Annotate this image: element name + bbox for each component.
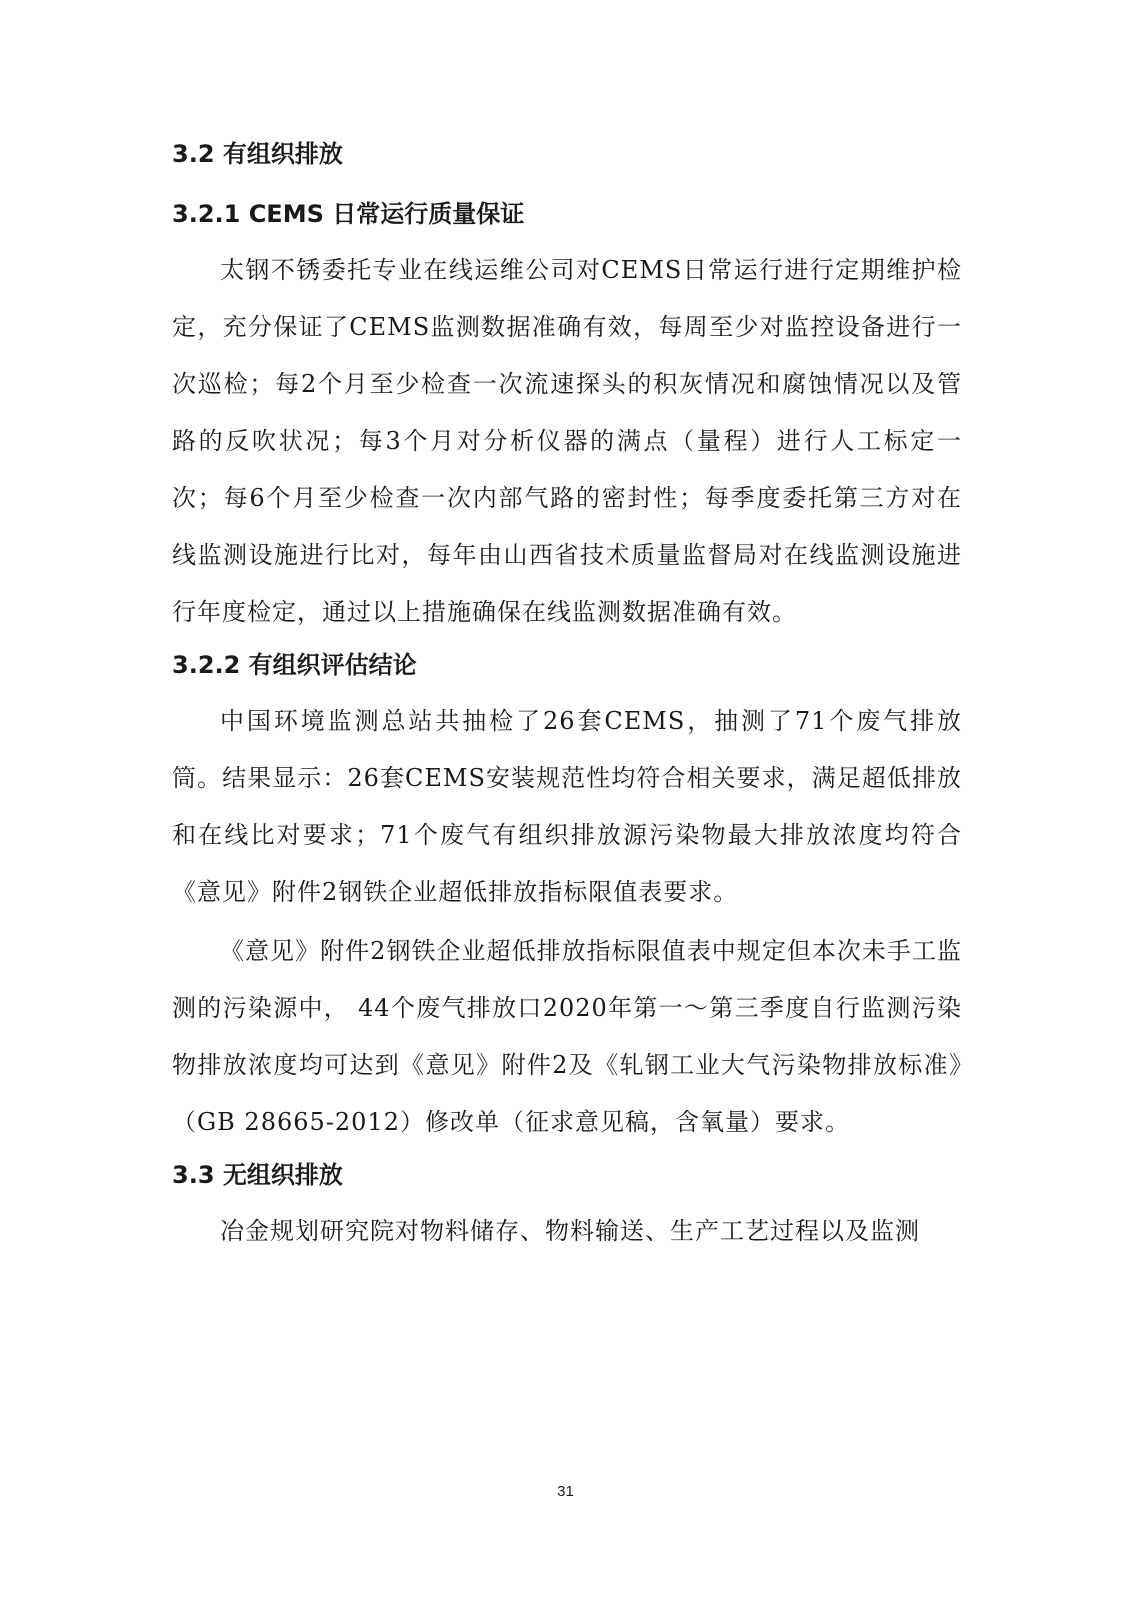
paragraph-unmonitored-sources: 《意见》附件2钢铁企业超低排放指标限值表中规定但本次未手工监测的污染源中， 44个废气排放口2020年第一～第三季度自行监测污染物排放浓度均可达到《意见》附件2及《轧钢工业大气污染物排放标准》（GB 28665-2012）修改单（征求意见稿，含氧量）要求。 bbox=[172, 937, 962, 1136]
paragraph-assessment-result: 中国环境监测总站共抽检了26套CEMS，抽测了71个废气排放筒。结果显示：26套CEMS安装规范性均符合相关要求，满足超低排放和在线比对要求；71个废气有组织排放源污染物最大排放浓度均符合《意见》附件2钢铁企业超低排放指标限值表要求。 bbox=[172, 707, 962, 906]
page-content bbox=[172, 130, 962, 1260]
section-heading-3-2-1: 3.2.1 CEMS 日常运行质量保证 bbox=[172, 200, 525, 228]
section-heading-3-3: 3.3 无组织排放 bbox=[172, 1161, 343, 1189]
section-heading-3-2: 3.2 有组织排放 bbox=[172, 140, 343, 168]
paragraph-cems-quality: 太钢不锈委托专业在线运维公司对CEMS日常运行进行定期维护检定，充分保证了CEMS监测数据准确有效，每周至少对监控设备进行一次巡检；每2个月至少检查一次流速探头的积灰情况和腐蚀情况以及管路的反吹状况；每3个月对分析仪器的满点（量程）进行人工标定一次；每6个月至少检查一次内部气路的密封性；每季度委托第三方对在线监测设施进行比对，每年由山西省技术质量监督局对在线监测设施进行年度检定，通过以上措施确保在线监测数据准确有效。 bbox=[172, 256, 962, 626]
paragraph-fugitive-emissions: 冶金规划研究院对物料储存、物料输送、生产工艺过程以及监测 bbox=[220, 1217, 920, 1245]
section-heading-3-2-2: 3.2.2 有组织评估结论 bbox=[172, 651, 417, 679]
page-number: 31 bbox=[557, 1483, 574, 1500]
